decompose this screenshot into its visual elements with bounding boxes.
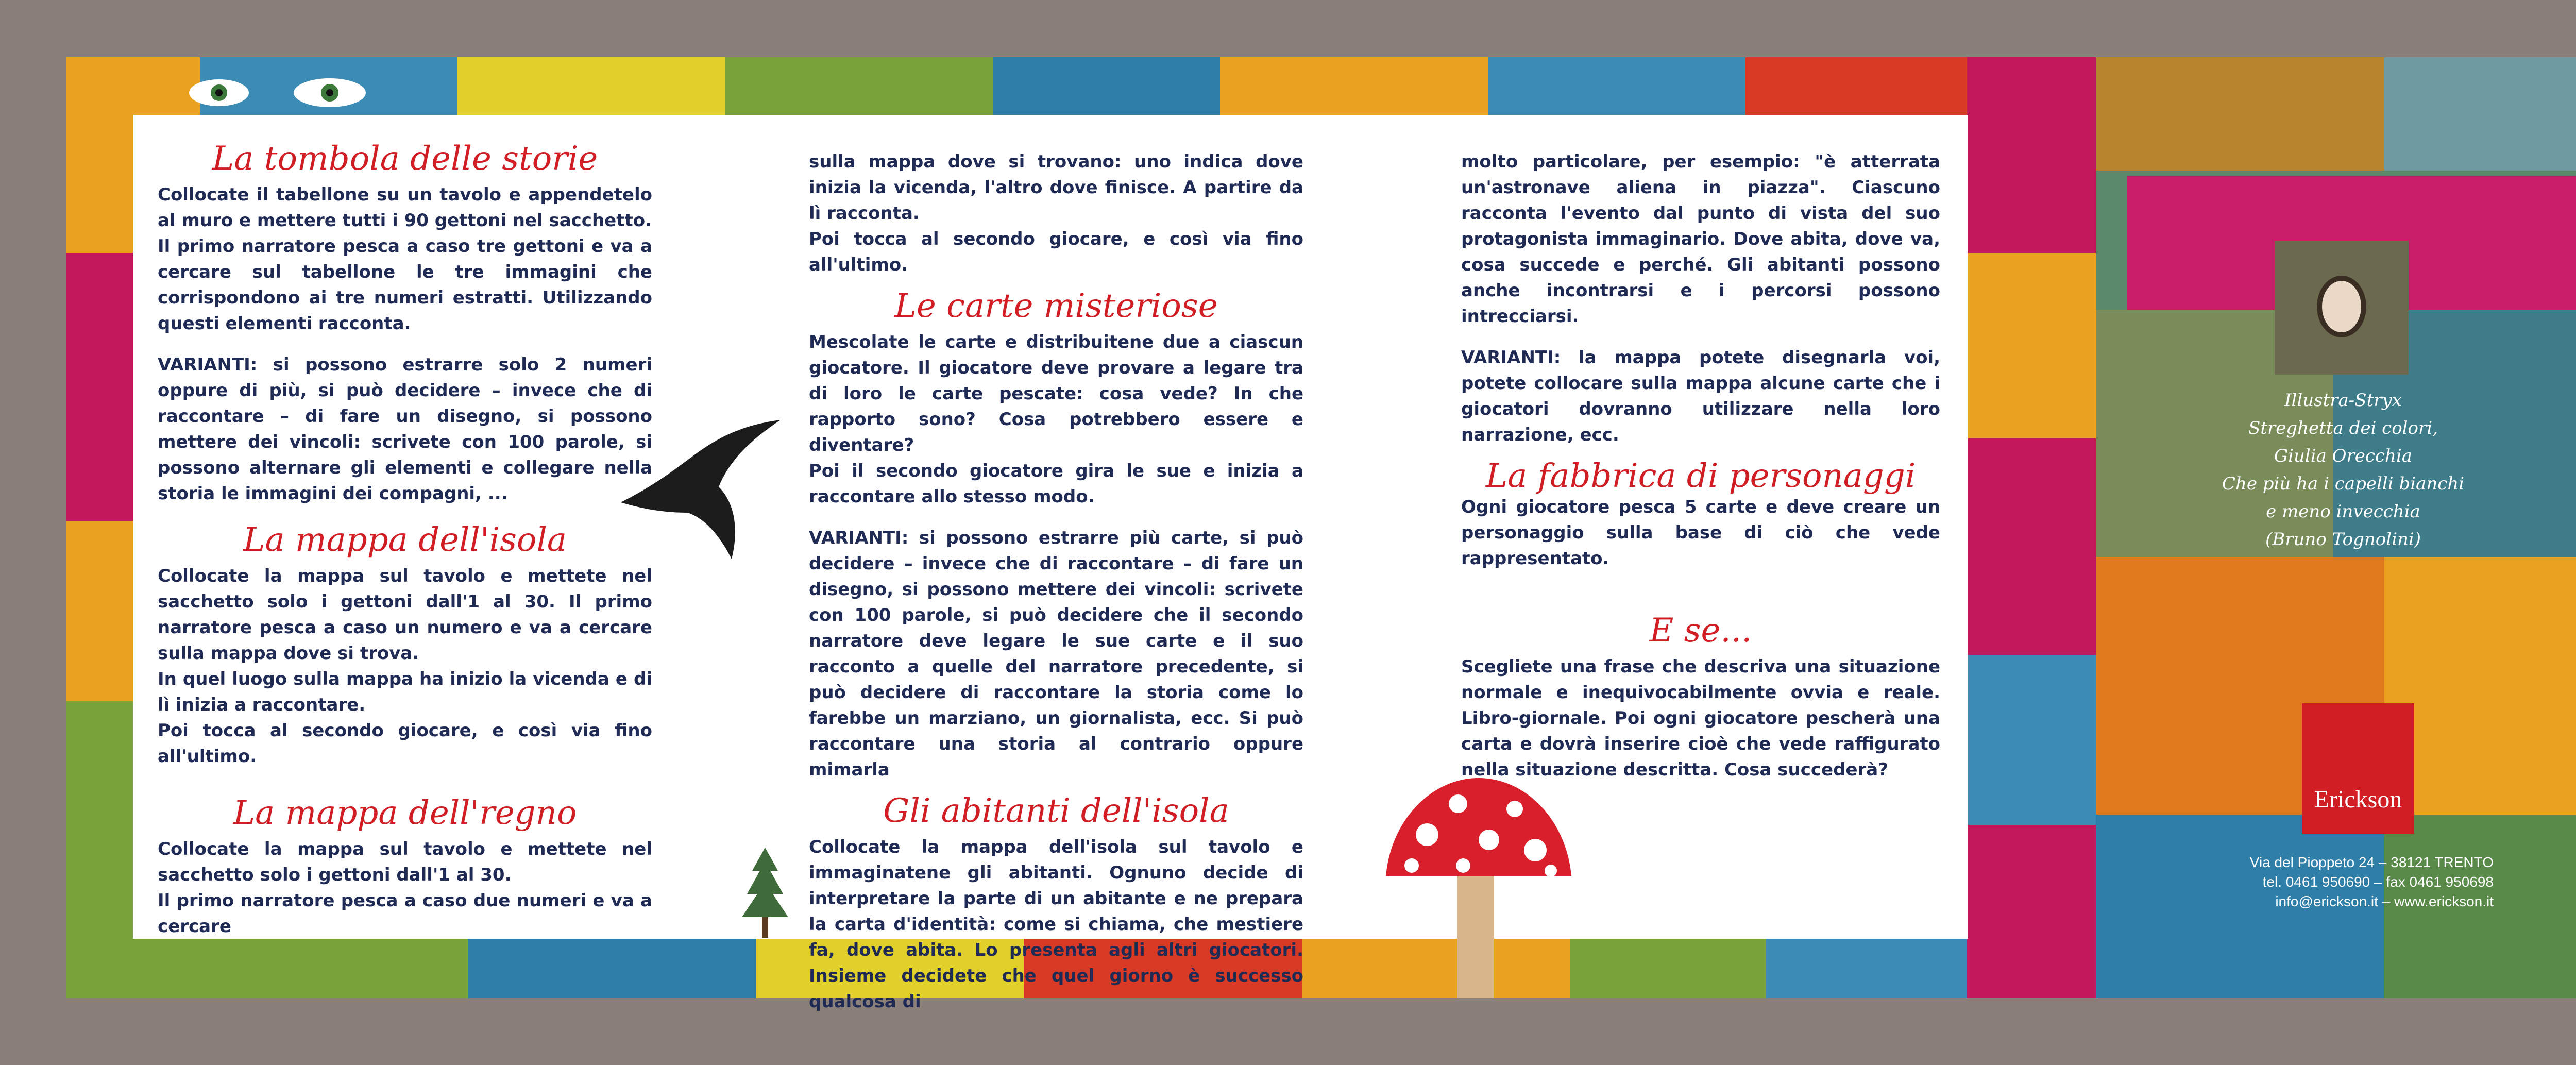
column-1 xyxy=(158,140,652,955)
pine-tree-illustration xyxy=(737,848,793,940)
paragraph: Ogni giocatore pesca 5 carte e deve creare un personaggio sulla base di ciò che vede rappresentato. xyxy=(1461,497,1940,569)
title-fabbrica-personaggi: La fabbrica di personaggi xyxy=(1485,457,1916,495)
credit-line: (Bruno Tognolini) xyxy=(2265,529,2421,550)
paragraph: VARIANTI: si possono estrarre solo 2 numeri oppure di più, si può decidere – invece che di raccontare – di fare un disegno, si possono mettere dei vincoli: scrivete con 100 parole, si possono alternare gli elementi e collegare nella storia le immagini dei compagni, ... xyxy=(158,354,652,504)
paragraph: sulla mappa dove si trovano: uno indica dove inizia la vicenda, l'altro dove finisce. A partire da lì racconta. Poi tocca al secondo giocare, e così via fino all'ultimo. xyxy=(809,151,1303,275)
author-photo xyxy=(2275,241,2409,375)
address-line: tel. 0461 950690 – fax 0461 950698 xyxy=(2262,874,2494,890)
title-abitanti-isola: Gli abitanti dell'isola xyxy=(883,792,1229,830)
text-sheet xyxy=(133,115,1968,1012)
mushroom-illustration xyxy=(1381,773,1577,998)
paragraph: Mescolate le carte e distribuitene due a ciascun giocatore. Il giocatore deve provare a legare tra di loro le carte pescate: cosa vede? In che rapporto sono? Cosa potrebbero essere e diventare? Poi il secondo giocatore gira le sue e inizia a raccontare allo stesso modo. xyxy=(809,332,1303,507)
paragraph: Collocate la mappa dell'isola sul tavolo e immaginatene gli abitanti. Ognuno decide di interpretare la parte di un abitante e ne prepara la carta d'identità: come si chiama, che mestiere fa, dove abita. Lo presenta agli altri giocatori. Insieme decidete che quel giorno è successo qualcosa di xyxy=(809,837,1303,1012)
address-line: Via del Pioppeto 24 – 38121 TRENTO xyxy=(2249,854,2494,870)
title-e-se: E se... xyxy=(1649,612,1752,650)
column-2 xyxy=(809,149,1303,1030)
credit-line: Streghetta dei colori, xyxy=(2248,418,2438,438)
title-carte-misteriose: Le carte misteriose xyxy=(894,287,1218,325)
erickson-logo xyxy=(2302,703,2414,834)
swallow-illustration xyxy=(616,410,786,580)
credit-line: Illustra-Stryx xyxy=(2284,390,2402,411)
title-tombola: La tombola delle storie xyxy=(212,140,598,178)
paragraph: molto particolare, per esempio: "è atterrata un'astronave aliena in piazza". Ciascuno racconta l'evento dal punto di vista del suo protagonista immaginario. Dove abita, dove va, cosa succede e perché. Gli abitanti possono anche incontrarsi e i percorsi possono intrecciarsi. xyxy=(1461,151,1940,327)
logo-text: Erickson xyxy=(2314,786,2402,813)
paragraph: Collocate il tabellone su un tavolo e appendetelo al muro e mettere tutti i 90 gettoni nel sacchetto. Il primo narratore pesca a caso tre gettoni e va a cercare sul tabellone le tre immagini che corrispondono ai tre numeri estratti. Utilizzando questi elementi racconta. xyxy=(158,184,652,334)
publisher-address xyxy=(2164,853,2494,911)
address-line: info@erickson.it – www.erickson.it xyxy=(2275,893,2494,909)
paragraph: Collocate la mappa sul tavolo e mettete nel sacchetto solo i gettoni dall'1 al 30. Il primo narratore pesca a caso due numeri e va a cercare xyxy=(158,839,652,937)
column-3 xyxy=(1461,149,1940,798)
credit-line: e meno invecchia xyxy=(2266,501,2420,522)
paragraph: Collocate la mappa sul tavolo e mettete nel sacchetto solo i gettoni dall'1 al 30. Il primo narratore pesca a caso un numero e va a cercare sulla mappa dove si trova. In quel luogo sulla mappa ha inizio la vicenda e di lì inizia a raccontare. Poi tocca al secondo giocare, e così via fino all'ultimo. xyxy=(158,566,652,767)
illustrator-credit xyxy=(2209,386,2477,553)
paragraph: Scegliete una frase che descriva una situazione normale e inequivocabilmente ovvia e reale. Libro-giornale. Poi ogni giocatore pescherà una carta e dovrà inserire cioè che vede raffigurato nella situazione descritta. Cosa succederà? xyxy=(1461,656,1940,780)
paragraph: VARIANTI: si possono estrarre più carte, si può decidere – invece che di raccontare – di fare un disegno, si possono mettere dei vincoli: scrivete con 100 parole, si può decidere che il secondo narratore deve legare le sue carte e il suo racconto a quelle del narratore precedente, si può decidere di raccontare la storia come lo farebbe un marziano, un giornalista, ecc. Si può raccontare una storia al contrario oppure mimarla xyxy=(809,528,1303,780)
title-mappa-isola: La mappa dell'isola xyxy=(243,521,567,559)
credit-line: Che più ha i capelli bianchi xyxy=(2222,474,2465,494)
paragraph: VARIANTI: la mappa potete disegnarla voi, potete collocare sulla mappa alcune carte che i giocatori dovranno utilizzare nella loro narrazione, ecc. xyxy=(1461,347,1940,445)
title-mappa-regno: La mappa dell'regno xyxy=(233,794,577,832)
eyes-illustration xyxy=(183,72,379,113)
face-portrait xyxy=(2317,276,2366,337)
credit-line: Giulia Orecchia xyxy=(2274,446,2413,466)
